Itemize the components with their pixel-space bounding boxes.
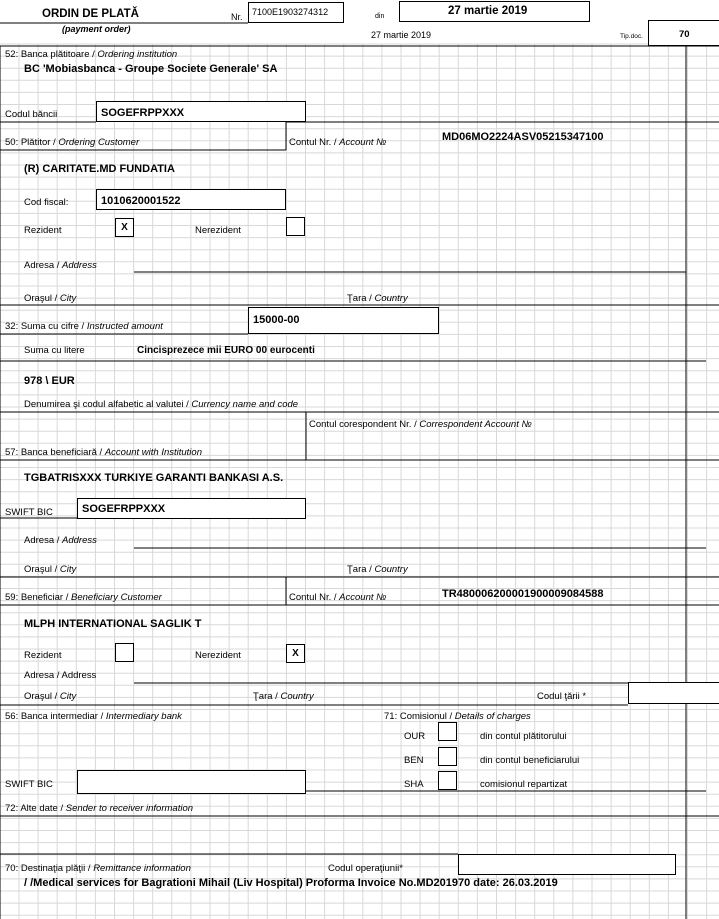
bank-code-field (96, 101, 306, 122)
date-field (399, 1, 590, 22)
beneficiary-nonresident-checkbox[interactable]: X (286, 644, 305, 663)
beneficiary-resident-label: Rezident (24, 650, 62, 661)
charge-ben-checkbox[interactable] (438, 747, 457, 766)
country-code-field (628, 682, 719, 704)
intermediary-swift-label: SWIFT BIC (5, 779, 53, 790)
payer-nonresident-label: Nerezident (195, 225, 241, 236)
beneficiary-account-value: TR480006200001900009084588 (442, 588, 604, 600)
charge-sha-checkbox[interactable] (438, 771, 457, 790)
beneficiary-swift-value: SOGEFRPPXXX (82, 503, 166, 515)
correspondent-account-label: Contul corespondent Nr. / Correspondent Account № (309, 419, 532, 430)
din-label: din (375, 13, 385, 20)
charge-sha-code: SHA (404, 779, 424, 790)
beneficiary-label: 59: Beneficiar / Beneficiary Customer (5, 592, 162, 603)
payer-resident-checkbox[interactable]: X (115, 218, 134, 237)
charge-our-checkbox[interactable] (438, 722, 457, 741)
fiscal-code-field (96, 189, 286, 210)
amount-field (248, 307, 439, 334)
form-title: ORDIN DE PLATĂ (42, 8, 139, 20)
currency-value: 978 \ EUR (24, 375, 75, 387)
beneficiary-bank-name: TGBATRISXXX TURKIYE GARANTI BANKASI A.S. (24, 472, 284, 484)
charge-ben-text: din contul beneficiarului (480, 755, 580, 766)
form-subtitle: (payment order) (62, 24, 131, 34)
beneficiary-swift-field (77, 498, 306, 519)
amount-label: 32: Suma cu cifre / Instructed amount (5, 321, 163, 332)
amount-value: 15000-00 (253, 314, 300, 326)
remittance-value: / /Medical services for Bagrationi Mihail (Liv Hospital) Proforma Invoice No.MD201970 date: 26.03.2019 (24, 877, 558, 889)
payer-label: 50: Plătitor / Ordering Customer (5, 137, 140, 148)
payer-nonresident-checkbox[interactable] (286, 217, 305, 236)
nr-value: 7100E1903274312 (252, 7, 329, 17)
ordering-bank-label: 52: Banca plătitoare / Ordering institution (5, 49, 178, 60)
fiscal-code-value: 1010620001522 (101, 195, 181, 207)
beneficiary-city-label: Oraşul / City (24, 691, 77, 702)
beneficiary-address-label: Adresa / Address (24, 670, 97, 681)
payer-address-label: Adresa / Address (24, 260, 97, 271)
payer-resident-label: Rezident (24, 225, 62, 236)
beneficiary-bank-city-label: Oraşul / City (24, 564, 77, 575)
charge-sha-text: comisionul repartizat (480, 779, 568, 790)
payer-city-label: Oraşul / City (24, 293, 77, 304)
operation-code-field (458, 854, 676, 875)
beneficiary-bank-country-label: Ţara / Country (347, 564, 408, 575)
amount-words-value: Cincisprezece mii EURO 00 eurocenti (137, 345, 315, 356)
charge-our-text: din contul plătitorului (480, 731, 567, 742)
nr-label: Nr. (231, 12, 243, 22)
intermediary-bank-label: 56: Banca intermediar / Intermediary bank (5, 711, 182, 722)
date-small: 27 martie 2019 (371, 30, 432, 40)
tip-doc-label: Tip.doc. (620, 33, 643, 40)
operation-code-label: Codul operaţiunii* (328, 863, 403, 874)
nr-field (248, 2, 344, 23)
charges-label: 71: Comisionul / Details of charges (384, 711, 531, 722)
beneficiary-resident-checkbox[interactable] (115, 643, 134, 662)
other-info-label: 72: Alte date / Sender to receiver information (5, 803, 194, 814)
bank-code-label: Codul băncii (5, 109, 58, 120)
beneficiary-swift-label: SWIFT BIC (5, 507, 53, 518)
charge-ben-code: BEN (404, 755, 424, 766)
payer-country-label: Ţara / Country (347, 293, 408, 304)
beneficiary-bank-label: 57: Banca beneficiară / Account with Institution (5, 447, 202, 458)
beneficiary-country-label: Ţara / Country (253, 691, 314, 702)
tip-doc-field (648, 20, 719, 46)
ordering-bank-name: BC 'Mobiasbanca - Groupe Societe Generale' SA (24, 63, 278, 75)
payer-account-label: Contul Nr. / Account № (289, 137, 387, 148)
beneficiary-bank-address-label: Adresa / Address (24, 535, 97, 546)
fiscal-code-label: Cod fiscal: (24, 197, 69, 208)
date-value: 27 martie 2019 (448, 5, 528, 17)
charge-our-code: OUR (404, 731, 426, 742)
tip-doc-value: 70 (679, 29, 690, 40)
intermediary-swift-field (77, 770, 306, 794)
beneficiary-nonresident-label: Nerezident (195, 650, 241, 661)
beneficiary-name: MLPH INTERNATIONAL SAGLIK T (24, 618, 202, 630)
currency-label: Denumirea şi codul alfabetic al valutei / Currency name and code (24, 399, 299, 410)
country-code-label: Codul ţării * (537, 691, 587, 702)
bank-code-value: SOGEFRPPXXX (101, 107, 185, 119)
payer-account-value: MD06MO2224ASV05215347100 (442, 131, 604, 143)
payer-name: (R) CARITATE.MD FUNDATIA (24, 163, 175, 175)
amount-words-label: Suma cu litere (24, 345, 85, 356)
remittance-label: 70: Destinaţia plăţii / Remittance information (5, 863, 191, 874)
beneficiary-account-label: Contul Nr. / Account № (289, 592, 387, 603)
